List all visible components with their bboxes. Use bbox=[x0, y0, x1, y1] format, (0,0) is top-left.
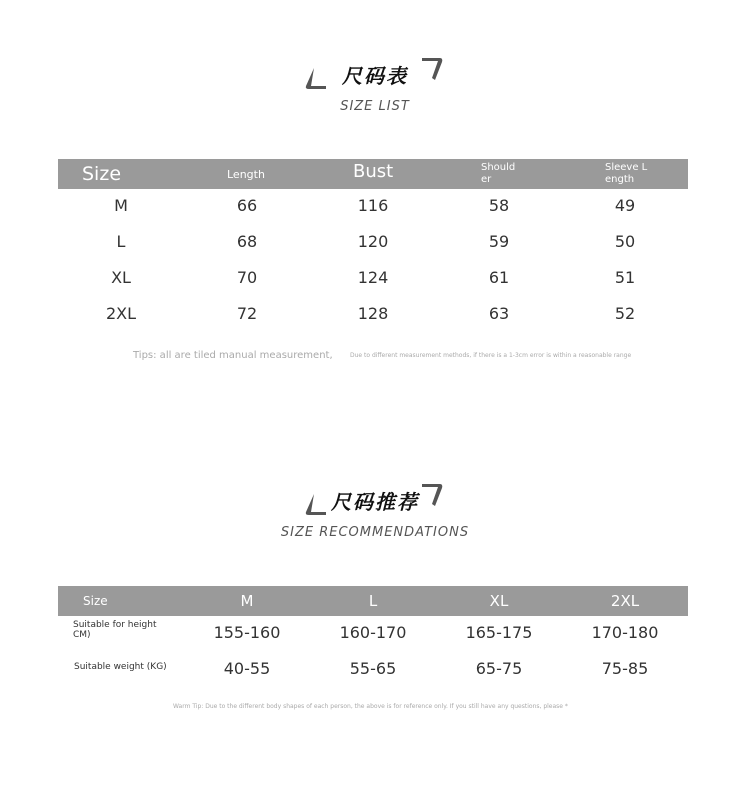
size-rec-tip: Warm Tip: Due to the different body shapes of each person, the above is for reference only. If you still have any questions, please * bbox=[173, 703, 568, 710]
table-cell: 70 bbox=[236, 268, 258, 287]
table-cell: 61 bbox=[488, 268, 510, 287]
table-cell: 59 bbox=[488, 232, 510, 251]
table-cell: 49 bbox=[614, 196, 636, 215]
header-xl: XL bbox=[489, 592, 509, 610]
table-row bbox=[58, 260, 688, 296]
size-rec-header bbox=[58, 586, 688, 616]
table-cell: 52 bbox=[614, 304, 636, 323]
size-rec-title-en: SIZE RECOMMENDATIONS bbox=[280, 525, 470, 540]
header-l: L bbox=[368, 592, 378, 610]
header-size: Size bbox=[82, 163, 122, 185]
table-cell: 116 bbox=[357, 196, 389, 215]
table-cell: M bbox=[114, 196, 128, 215]
row-label-weight: Suitable weight (KG) bbox=[74, 662, 167, 672]
size-list-subtitle-block bbox=[0, 97, 750, 114]
header-bust: Bust bbox=[353, 160, 394, 182]
size-list-tip-right: Due to different measurement methods, if there is a 1-3cm error is within a reasonable range bbox=[350, 352, 632, 359]
size-rec-title-block bbox=[0, 486, 750, 515]
table-cell: 51 bbox=[614, 268, 636, 287]
size-rec-subtitle-block bbox=[0, 523, 750, 540]
table-cell: 155-160 bbox=[213, 623, 281, 642]
header-length: Length bbox=[227, 167, 265, 181]
header-size: Size bbox=[83, 594, 108, 608]
table-cell: 50 bbox=[614, 232, 636, 251]
size-rec-title-cn: 尺码推荐 bbox=[331, 490, 419, 514]
table-cell: 120 bbox=[357, 232, 389, 251]
table-cell: 128 bbox=[357, 304, 389, 323]
table-cell: 63 bbox=[488, 304, 510, 323]
table-cell: 68 bbox=[236, 232, 258, 251]
table-row bbox=[58, 296, 688, 332]
table-cell: 124 bbox=[357, 268, 389, 287]
header-2xl: 2XL bbox=[610, 592, 640, 610]
table-cell: 40-55 bbox=[223, 659, 271, 678]
header-shoulder: Should er bbox=[481, 162, 516, 185]
table-row bbox=[58, 188, 688, 224]
table-cell: 170-180 bbox=[591, 623, 659, 642]
table-cell: 75-85 bbox=[601, 659, 649, 678]
table-row bbox=[58, 651, 688, 687]
size-list-title-en: SIZE LIST bbox=[340, 99, 410, 114]
table-cell: 66 bbox=[236, 196, 258, 215]
size-list-header bbox=[58, 159, 688, 189]
header-m: M bbox=[240, 592, 254, 610]
table-row bbox=[58, 224, 688, 260]
table-cell: 55-65 bbox=[349, 659, 397, 678]
header-sleeve-length: Sleeve L ength bbox=[605, 162, 648, 185]
table-cell: 58 bbox=[488, 196, 510, 215]
size-list-title-cn: 尺码表 bbox=[342, 64, 408, 88]
table-cell: 2XL bbox=[105, 304, 137, 323]
table-cell: XL bbox=[111, 268, 131, 287]
table-cell: 65-75 bbox=[475, 659, 523, 678]
table-cell: 72 bbox=[236, 304, 258, 323]
table-row bbox=[58, 615, 688, 651]
table-cell: 160-170 bbox=[339, 623, 407, 642]
size-list-title-block bbox=[0, 60, 750, 89]
table-cell: L bbox=[116, 232, 126, 251]
table-cell: 165-175 bbox=[465, 623, 533, 642]
size-list-tip-left: Tips: all are tiled manual measurement, bbox=[133, 350, 333, 361]
row-label-height: Suitable for height CM) bbox=[73, 620, 157, 640]
